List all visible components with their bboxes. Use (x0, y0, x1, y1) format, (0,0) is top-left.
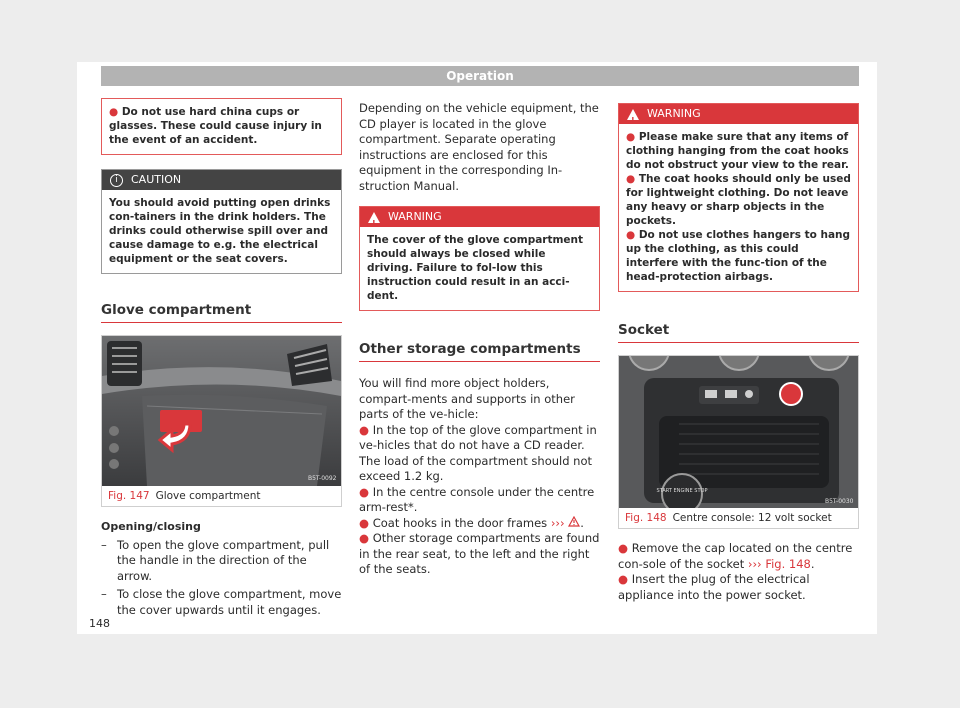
warning-item-1 (626, 130, 851, 172)
column-3 (618, 103, 859, 603)
storage-item-4 (359, 531, 600, 578)
warning-triangle-icon (368, 212, 380, 223)
bullet: ● (626, 131, 636, 143)
page-header: Operation (101, 66, 859, 86)
figure-148 (618, 355, 859, 529)
dashboard-illustration (102, 336, 341, 486)
figure-caption (619, 508, 858, 528)
figure-code: B5T-0030 (825, 498, 854, 505)
item-text: In the top of the glove compartment in ve-hicles that do not have a CD reader. The load of the compartment should not exceed 1.2 kg. (359, 422, 597, 483)
column-2 (359, 101, 600, 578)
bullet: ● (109, 106, 119, 118)
intro-paragraph: Depending on the vehicle equipment, the CD player is located in the glove compartment. Separate operating instructions are enclosed for this equipment in the corresponding In-struction Manual. (359, 101, 599, 193)
storage-item-1 (359, 423, 600, 485)
figure-caption-text: Centre console: 12 volt socket (672, 512, 832, 524)
warning-text: Do not use hard china cups or glasses. These could cause injury in the event of an accident. (109, 106, 322, 146)
column-1 (101, 98, 342, 618)
warning-label: WARNING (388, 210, 442, 223)
subhead-opening-closing: Opening/closing (101, 520, 201, 533)
warning-box-coat-hooks (618, 103, 859, 292)
step-text: To open the glove compartment, pull the handle in the direction of the arrow. (117, 537, 330, 583)
item-text: Other storage compartments are found in the rear seat, to the left and the right of the seats. (359, 531, 600, 576)
dash: – (101, 537, 107, 552)
item-text: Remove the cap located on the centre con-sole of the socket (618, 541, 853, 571)
warning-box-glove (359, 206, 600, 311)
figure-code: B5T-0092 (308, 475, 337, 482)
caution-text: You should avoid putting open drinks con-tainers in the drink holders. The drinks could otherwise spill over and cause damage to e.g. the electrical equipment or the seat covers. (109, 197, 331, 265)
storage-intro: You will find more object holders, compart-ments and supports in other parts of the ve-hicle: (359, 376, 575, 421)
figure-link[interactable]: Fig. 148 (765, 556, 811, 571)
bullet: ● (618, 541, 629, 555)
start-stop-label: START ENGINE STOP (656, 488, 708, 494)
bullet: ● (359, 484, 370, 499)
socket-step-2 (618, 572, 859, 603)
centre-console-image (619, 356, 858, 508)
bullet: ● (618, 572, 629, 586)
warning-label: WARNING (647, 107, 701, 120)
figure-caption-text: Glove compartment (155, 490, 261, 502)
step-2 (101, 587, 342, 618)
bullet: ● (626, 173, 636, 185)
figure-number: Fig. 147 (108, 490, 150, 502)
cross-reference-arrow[interactable]: ››› (747, 556, 762, 571)
dash: – (101, 587, 107, 601)
warning-bar (360, 207, 599, 227)
section-title-glove: Glove compartment (101, 302, 342, 323)
section-title-socket: Socket (618, 322, 859, 343)
caution-box (101, 169, 342, 274)
item-text: Coat hooks in the door frames (372, 515, 548, 530)
warning-triangle-icon[interactable] (568, 516, 580, 527)
info-circle-icon: i (110, 174, 123, 187)
page-number: 148 (89, 617, 110, 630)
section-title-other-storage: Other storage compartments (359, 341, 600, 362)
bullet: ● (359, 531, 370, 545)
step-1 (101, 538, 342, 585)
storage-item-2 (359, 485, 600, 516)
storage-item-3: ● Coat hooks in the door frames ››› . (359, 515, 584, 530)
bullet: ● (359, 422, 370, 437)
warning-bar (619, 104, 858, 124)
item-text: Insert the plug of the electrical appliance into the power socket. (618, 572, 810, 602)
figure-caption (102, 486, 341, 506)
caution-bar (102, 170, 341, 190)
warning-item-3 (626, 228, 851, 284)
figure-147 (101, 335, 342, 507)
item-text: Please make sure that any items of clothing hanging from the coat hooks do not obstruct your view to the rear. (626, 131, 849, 171)
console-illustration (619, 356, 858, 508)
socket-step-1 (618, 541, 859, 572)
figure-number: Fig. 148 (625, 512, 667, 524)
bullet: ● (626, 229, 636, 241)
warning-continued-box (101, 98, 342, 155)
item-text: In the centre console under the centre arm-rest*. (359, 484, 595, 514)
caution-label: CAUTION (131, 173, 182, 186)
warning-list (619, 124, 858, 291)
period: . (810, 556, 815, 571)
item-text: The coat hooks should only be used for lightweight clothing. Do not leave any heavy or sharp objects in the pockets. (626, 173, 851, 227)
step-text: To close the glove compartment, move the cover upwards until it engages. (117, 587, 342, 617)
warning-triangle-icon (627, 109, 639, 120)
bullet: ● (359, 515, 370, 530)
glove-compartment-image (102, 336, 341, 486)
warning-item-2 (626, 172, 851, 228)
warning-text: The cover of the glove compartment should always be closed while driving. Failure to fol-low this instruction could result in an acci-dent. (367, 234, 584, 302)
cross-reference-arrow[interactable]: ››› (550, 515, 565, 530)
item-text: Do not use clothes hangers to hang up the clothing, as this could interfere with the func-tion of the head-protection airbags. (626, 229, 851, 283)
